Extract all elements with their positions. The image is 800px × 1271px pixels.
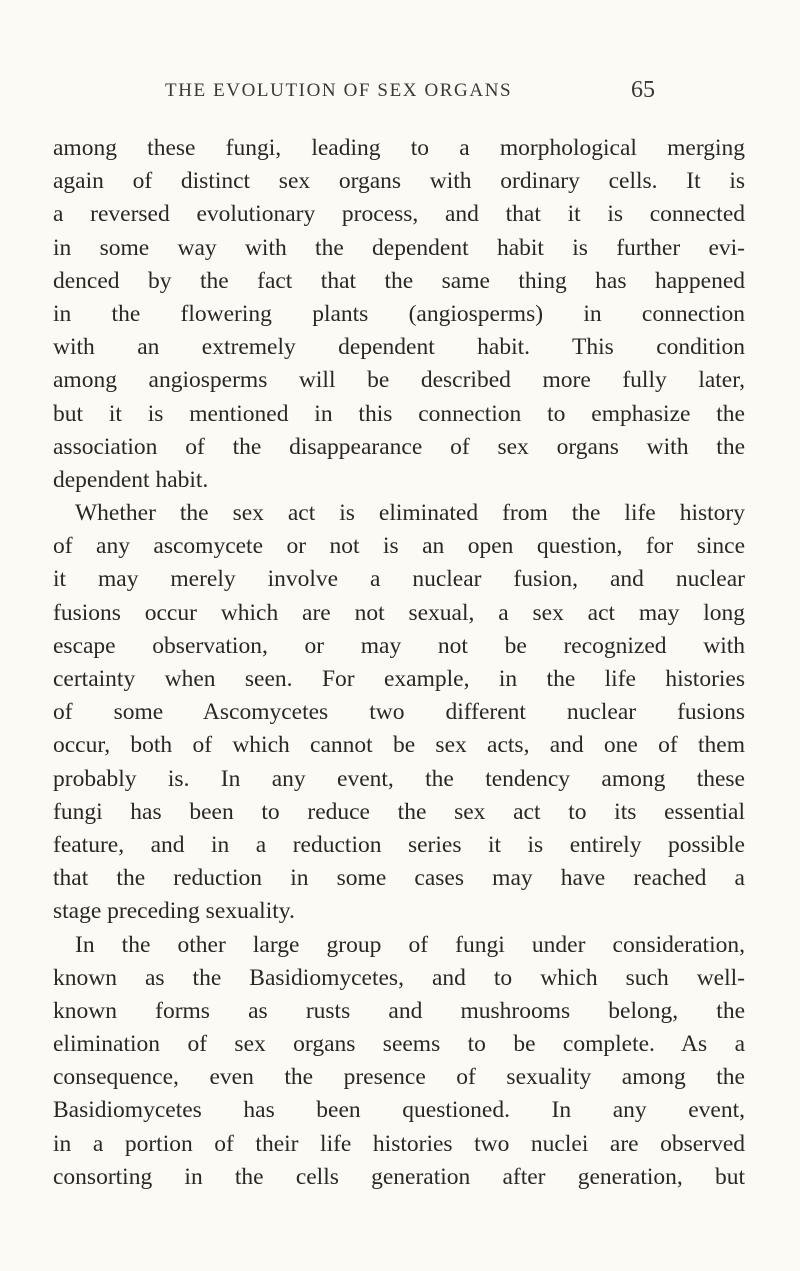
text-line: stage preceding sexuality. bbox=[53, 898, 295, 925]
text-line: certainty when seen. For example, in the life histories bbox=[53, 666, 745, 692]
text-line: known as the Basidiomycetes, and to which such well- bbox=[53, 964, 745, 991]
text-line: known forms as rusts and mushrooms belong, the bbox=[53, 997, 745, 1024]
text-line: fusions occur which are not sexual, a sex act may long bbox=[53, 599, 745, 626]
text-line: consorting in the cells generation after generation, but bbox=[53, 1163, 745, 1190]
text-line: In the other large group of fungi under consideration, bbox=[75, 931, 745, 958]
text-line: but it is mentioned in this connection to emphasize the bbox=[53, 400, 745, 427]
text-line: among angiosperms will be described more fully later, bbox=[53, 367, 745, 394]
text-line: denced by the fact that the same thing has happened bbox=[53, 267, 745, 294]
running-title: THE EVOLUTION OF SEX ORGANS bbox=[165, 80, 513, 101]
text-line: among these fungi, leading to a morphological merging bbox=[53, 135, 745, 161]
text-line: fungi has been to reduce the sex act to its essential bbox=[53, 798, 745, 825]
body-text bbox=[53, 132, 745, 1194]
text-line: probably is. In any event, the tendency among these bbox=[53, 765, 745, 792]
text-line: feature, and in a reduction series it is entirely possible bbox=[53, 831, 745, 858]
text-line: with an extremely dependent habit. This condition bbox=[53, 334, 745, 361]
text-line: again of distinct sex organs with ordinary cells. It is bbox=[53, 168, 745, 195]
text-line: in a portion of their life histories two nuclei are observed bbox=[53, 1130, 745, 1157]
text-line: consequence, even the presence of sexuality among the bbox=[53, 1064, 745, 1091]
text-line: of any ascomycete or not is an open question, for since bbox=[53, 533, 745, 560]
text-line: Basidiomycetes has been questioned. In any event, bbox=[53, 1097, 745, 1124]
text-line: elimination of sex organs seems to be complete. As a bbox=[53, 1031, 745, 1058]
page-number: 65 bbox=[631, 77, 655, 103]
text-line: that the reduction in some cases may have reached a bbox=[53, 865, 745, 892]
text-line: dependent habit. bbox=[53, 466, 209, 493]
text-line: in some way with the dependent habit is further evi- bbox=[53, 234, 745, 261]
text-line: it may merely involve a nuclear fusion, and nuclear bbox=[53, 566, 745, 593]
text-line: association of the disappearance of sex organs with the bbox=[53, 433, 745, 460]
text-line: escape observation, or may not be recognized with bbox=[53, 632, 745, 659]
text-line: Whether the sex act is eliminated from the life history bbox=[75, 500, 745, 527]
text-line: of some Ascomycetes two different nuclear fusions bbox=[53, 699, 745, 726]
text-line: a reversed evolutionary process, and that it is connected bbox=[53, 201, 745, 228]
text-line: occur, both of which cannot be sex acts, and one of them bbox=[53, 732, 745, 759]
text-line: in the flowering plants (angiosperms) in connection bbox=[53, 300, 745, 327]
running-head bbox=[0, 77, 800, 110]
